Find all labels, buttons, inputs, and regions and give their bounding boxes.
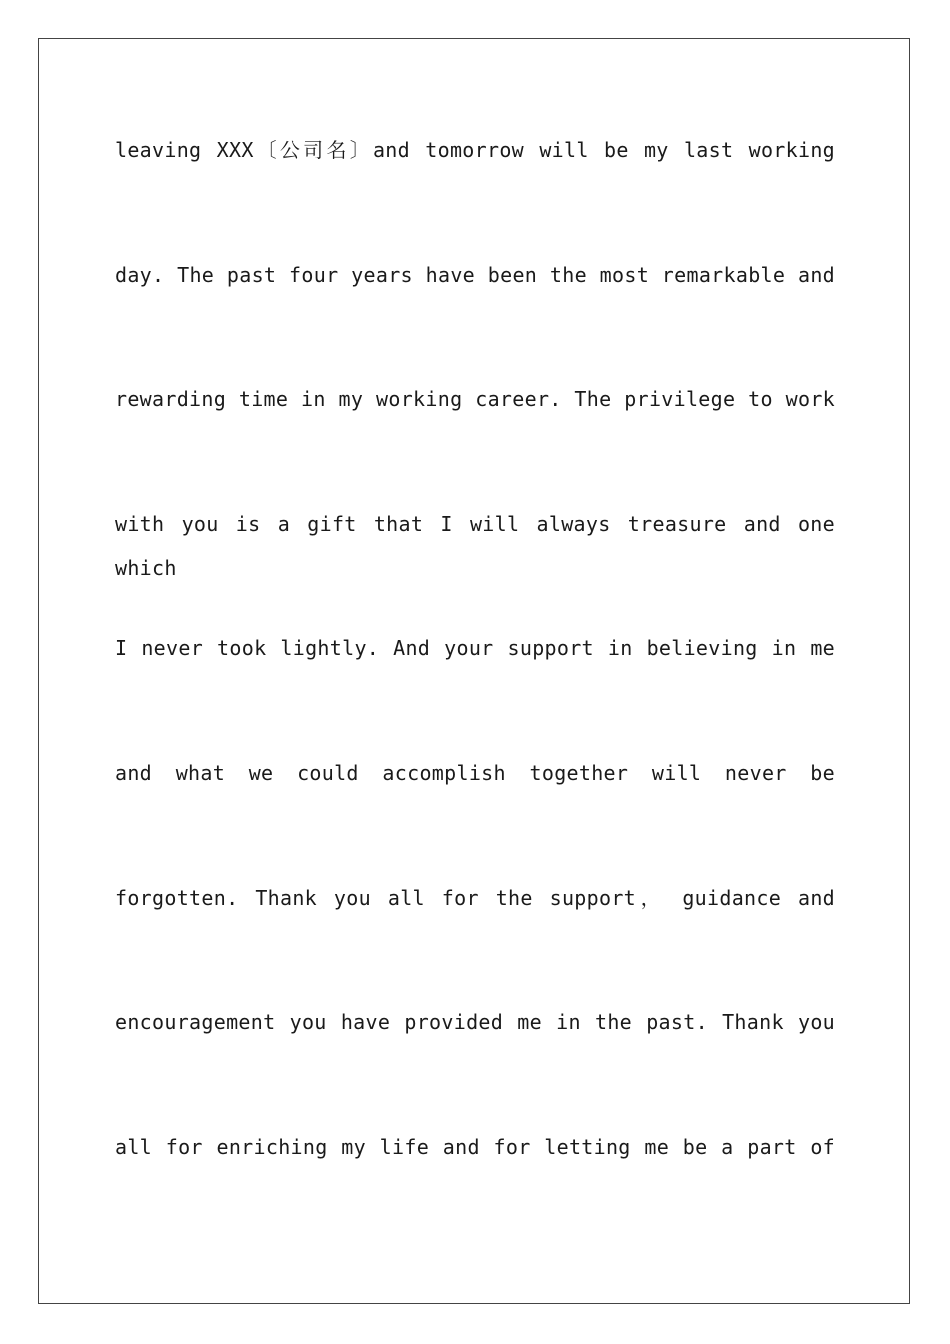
text-line: and what we could accomplish together will never be	[115, 760, 835, 785]
text-line: all for enriching my life and for letting me be a part of	[115, 1134, 835, 1159]
text-line: I never took lightly. And your support in believing in me	[115, 636, 835, 661]
text-line: day. The past four years have been the most remarkable and	[115, 262, 835, 287]
text-line: encouragement you have provided me in the past. Thank you	[115, 1010, 835, 1035]
text-line: with you is a gift that I will always treasure and one which	[115, 511, 835, 580]
text-line: forgotten. Thank you all for the support， guidance and	[115, 885, 835, 910]
text-line: leaving XXX〔公司名〕and tomorrow will be my last working	[115, 138, 835, 162]
letter-body	[115, 128, 835, 1249]
text-line: rewarding time in my working career. The privilege to work	[115, 387, 835, 412]
